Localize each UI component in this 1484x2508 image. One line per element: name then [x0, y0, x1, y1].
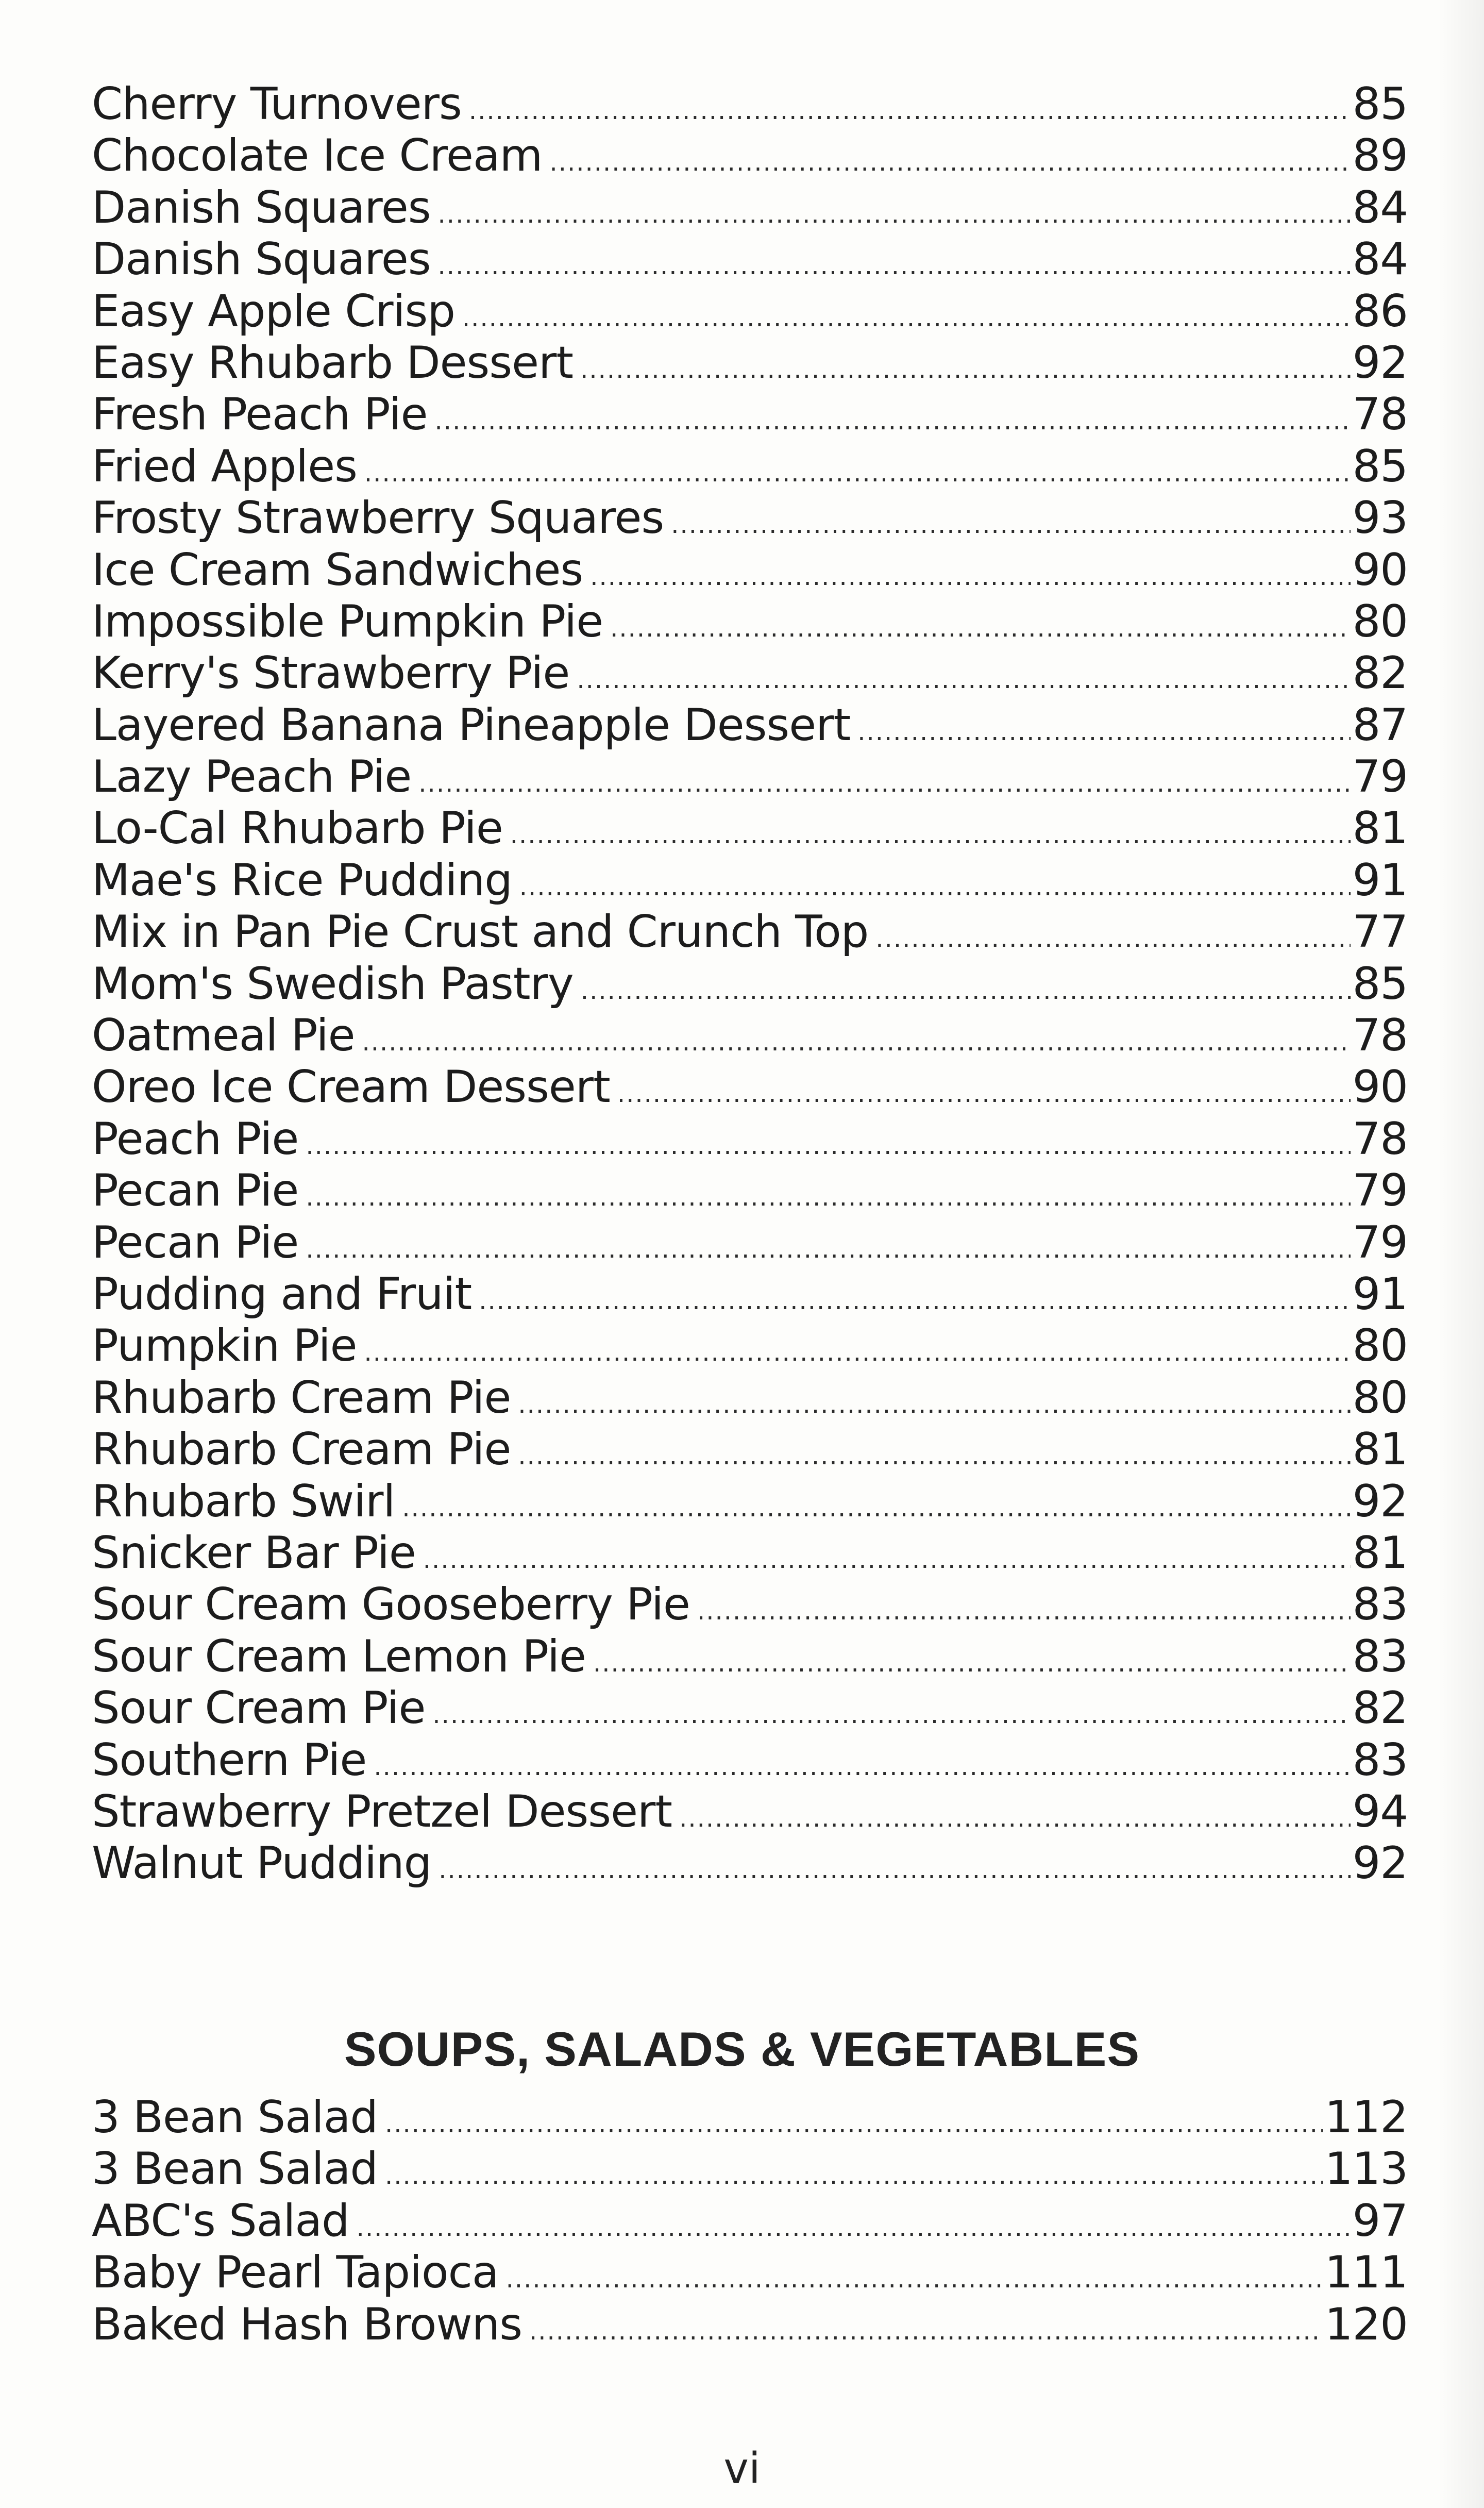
recipe-name: Frosty Strawberry Squares [92, 492, 664, 544]
page-reference: 78 [1352, 389, 1408, 441]
index-entry [92, 1010, 1408, 1061]
index-entry [92, 78, 1408, 130]
page-reference: 80 [1352, 1372, 1408, 1424]
dot-leader [506, 2253, 1323, 2305]
recipe-name: Lo-Cal Rhubarb Pie [92, 802, 503, 855]
index-entry [92, 751, 1408, 802]
dot-leader [617, 1068, 1351, 1119]
dot-leader [519, 861, 1351, 913]
index-entry [92, 182, 1408, 233]
dot-leader [435, 395, 1351, 447]
dot-leader [610, 603, 1350, 654]
index-entry [92, 233, 1408, 285]
recipe-name: Sour Cream Pie [92, 1682, 426, 1734]
recipe-name: Pecan Pie [92, 1216, 299, 1268]
recipe-name: Oatmeal Pie [92, 1010, 355, 1062]
index-entry [92, 1837, 1408, 1889]
index-entry [92, 1061, 1408, 1113]
dot-leader [402, 1482, 1350, 1534]
index-entry [92, 544, 1408, 596]
index-entry [92, 2092, 1408, 2143]
page-reference: 84 [1352, 233, 1408, 286]
page-reference: 93 [1352, 492, 1408, 544]
dot-leader [671, 499, 1350, 550]
index-entry [92, 2143, 1408, 2195]
dot-leader [306, 1224, 1350, 1275]
page-reference: 112 [1324, 2092, 1408, 2143]
page-reference: 92 [1352, 337, 1408, 389]
recipe-name: Oreo Ice Cream Dessert [92, 1061, 610, 1113]
index-entry [92, 441, 1408, 492]
dot-leader [439, 1844, 1350, 1896]
page-number: vi [723, 2444, 761, 2493]
recipe-name: Pudding and Fruit [92, 1268, 472, 1320]
pies-index-list [92, 78, 1408, 1890]
dot-leader [418, 758, 1350, 809]
page-reference: 81 [1352, 1527, 1408, 1579]
dot-leader [362, 1016, 1351, 1068]
page-reference: 113 [1324, 2143, 1408, 2195]
index-entry [92, 337, 1408, 389]
page-reference: 82 [1352, 647, 1408, 699]
index-entry [92, 647, 1408, 699]
dot-leader [679, 1793, 1350, 1844]
dot-leader [857, 706, 1350, 758]
index-entry [92, 1113, 1408, 1165]
page-reference: 85 [1352, 440, 1408, 492]
recipe-name: Fresh Peach Pie [92, 389, 428, 441]
index-entry [92, 1527, 1408, 1579]
page-reference: 79 [1352, 1165, 1408, 1217]
page-reference: 82 [1352, 1682, 1408, 1734]
page-reference: 78 [1352, 1010, 1408, 1062]
dot-leader [479, 1275, 1350, 1327]
index-entry [92, 1682, 1408, 1734]
page-reference: 78 [1352, 1113, 1408, 1165]
index-entry [92, 1734, 1408, 1786]
page-reference: 94 [1352, 1785, 1408, 1837]
index-entry [92, 699, 1408, 751]
dot-leader [510, 809, 1351, 861]
page-reference: 81 [1352, 802, 1408, 855]
page-reference: 97 [1352, 2195, 1408, 2247]
dot-leader [462, 292, 1351, 344]
index-entry [92, 1268, 1408, 1320]
page-reference: 120 [1324, 2298, 1408, 2350]
dot-leader [374, 1741, 1350, 1793]
dot-leader [438, 240, 1351, 292]
page-reference: 84 [1352, 181, 1408, 233]
page-reference: 83 [1352, 1630, 1408, 1682]
page-reference: 90 [1352, 544, 1408, 596]
recipe-name: Impossible Pumpkin Pie [92, 595, 603, 647]
dot-leader [590, 551, 1350, 603]
recipe-name: Kerry's Strawberry Pie [92, 647, 570, 699]
recipe-name: Sour Cream Gooseberry Pie [92, 1579, 690, 1631]
dot-leader [518, 1379, 1350, 1430]
recipe-name: Southern Pie [92, 1734, 367, 1786]
recipe-name: Pumpkin Pie [92, 1320, 357, 1372]
index-entry [92, 1631, 1408, 1682]
dot-leader [385, 2098, 1323, 2150]
recipe-name: Rhubarb Cream Pie [92, 1372, 511, 1424]
page-reference: 85 [1352, 78, 1408, 130]
recipe-name: Chocolate Ice Cream [92, 130, 543, 182]
dot-leader [364, 447, 1351, 499]
recipe-name: Ice Cream Sandwiches [92, 544, 583, 596]
index-entry [92, 2247, 1408, 2298]
page-reference: 83 [1352, 1579, 1408, 1631]
page-reference: 90 [1352, 1061, 1408, 1113]
page-reference: 79 [1352, 1216, 1408, 1268]
recipe-name: Danish Squares [92, 181, 431, 233]
dot-leader [593, 1637, 1351, 1689]
section-heading: SOUPS, SALADS & VEGETABLES [344, 2022, 1140, 2077]
index-entry [92, 286, 1408, 337]
page-gutter-shadow [1438, 0, 1484, 2508]
page-reference: 89 [1352, 130, 1408, 182]
page-reference: 77 [1352, 906, 1408, 958]
dot-leader [306, 1120, 1350, 1172]
dot-leader [577, 654, 1350, 706]
recipe-name: 3 Bean Salad [92, 2143, 378, 2195]
dot-leader [581, 965, 1351, 1016]
recipe-name: Easy Apple Crisp [92, 285, 455, 337]
dot-leader [697, 1585, 1351, 1637]
recipe-name: Walnut Pudding [92, 1837, 432, 1890]
recipe-name: Peach Pie [92, 1113, 299, 1165]
index-entry [92, 855, 1408, 906]
recipe-name: Fried Apples [92, 440, 357, 492]
recipe-name: Lazy Peach Pie [92, 751, 412, 803]
recipe-name: Rhubarb Cream Pie [92, 1424, 511, 1476]
recipe-name: Layered Banana Pineapple Dessert [92, 699, 851, 751]
page-reference: 80 [1352, 1320, 1408, 1372]
recipe-name: ABC's Salad [92, 2195, 349, 2247]
dot-leader [364, 1327, 1351, 1378]
index-entry [92, 2195, 1408, 2247]
recipe-name: Danish Squares [92, 233, 431, 286]
dot-leader [549, 137, 1350, 188]
index-entry [92, 2299, 1408, 2350]
recipe-name: Snicker Bar Pie [92, 1527, 416, 1579]
index-entry [92, 906, 1408, 958]
page-reference: 91 [1352, 1268, 1408, 1320]
dot-leader [432, 1689, 1350, 1741]
index-entry [92, 1372, 1408, 1424]
recipe-name: Cherry Turnovers [92, 78, 462, 130]
page-reference: 79 [1352, 751, 1408, 803]
index-entry [92, 1165, 1408, 1216]
dot-leader [423, 1534, 1351, 1585]
page-reference: 91 [1352, 854, 1408, 906]
page-reference: 81 [1352, 1424, 1408, 1476]
page-reference: 111 [1324, 2247, 1408, 2299]
index-entry [92, 958, 1408, 1010]
dot-leader [469, 85, 1351, 137]
recipe-name: Mae's Rice Pudding [92, 854, 512, 906]
recipe-name: Mom's Swedish Pastry [92, 958, 574, 1010]
recipe-name: Easy Rhubarb Dessert [92, 337, 574, 389]
dot-leader [385, 2150, 1323, 2201]
recipe-name: Strawberry Pretzel Dessert [92, 1785, 672, 1837]
index-entry [92, 1320, 1408, 1372]
recipe-name: Rhubarb Swirl [92, 1475, 395, 1527]
dot-leader [580, 344, 1350, 395]
page-reference: 85 [1352, 958, 1408, 1010]
recipe-name: 3 Bean Salad [92, 2092, 378, 2143]
recipe-name: Baby Pearl Tapioca [92, 2247, 499, 2299]
page-reference: 80 [1352, 595, 1408, 647]
index-entry [92, 492, 1408, 544]
dot-leader [529, 2305, 1323, 2357]
index-entry [92, 130, 1408, 181]
index-entry [92, 802, 1408, 854]
dot-leader [438, 189, 1351, 240]
recipe-name: Baked Hash Browns [92, 2298, 522, 2350]
index-entry [92, 1217, 1408, 1268]
index-entry [92, 1424, 1408, 1475]
index-entry [92, 389, 1408, 440]
recipe-name: Pecan Pie [92, 1165, 299, 1217]
dot-leader [875, 913, 1350, 964]
index-entry [92, 596, 1408, 647]
page-reference: 87 [1352, 699, 1408, 751]
page-reference: 83 [1352, 1734, 1408, 1786]
index-entry [92, 1476, 1408, 1527]
recipe-name: Mix in Pan Pie Crust and Crunch Top [92, 906, 869, 958]
dot-leader [306, 1172, 1350, 1223]
dot-leader [518, 1430, 1350, 1482]
page-reference: 92 [1352, 1837, 1408, 1890]
page-reference: 86 [1352, 285, 1408, 337]
index-entry [92, 1579, 1408, 1630]
recipe-name: Sour Cream Lemon Pie [92, 1630, 586, 1682]
index-entry [92, 1786, 1408, 1837]
page-reference: 92 [1352, 1475, 1408, 1527]
dot-leader [357, 2202, 1351, 2253]
soups-index-list [92, 2092, 1408, 2350]
